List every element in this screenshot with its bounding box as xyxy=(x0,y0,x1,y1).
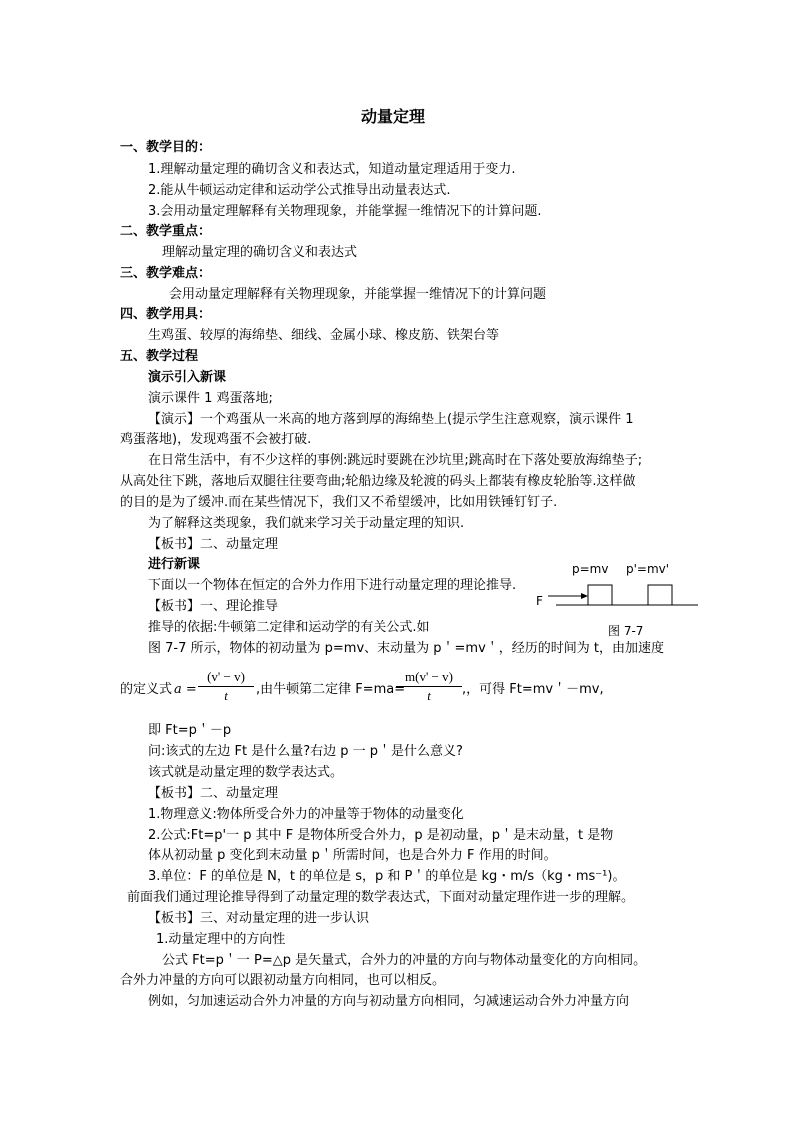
page-title: 动量定理 xyxy=(361,107,426,126)
force-arrow-head xyxy=(581,593,588,599)
explain-line: 为了解释这类现象，我们就来学习关于动量定理的知识. xyxy=(148,516,465,531)
figure-7-7 xyxy=(532,560,702,650)
newton-law-text: ,由牛顿第二定律 F=ma= xyxy=(256,682,406,697)
figure-reference-line: 图 7-7 所示，物体的初动量为 p=mv、末动量为 p＇=mv＇，经历的时间为 t，由加速度 xyxy=(148,641,664,656)
demo-line: 演示课件 1 鸡蛋落地; xyxy=(148,391,273,406)
demo-paragraph-line: 鸡蛋落地)，发现鸡蛋不会被打破. xyxy=(120,432,312,447)
derivation-basis: 推导的依据:牛顿第二定律和运动学的有关公式.如 xyxy=(148,620,430,635)
definition-prefix: 的定义式 xyxy=(120,682,173,697)
aim-item: 3.会用动量定理解释有关物理现象，并能掌握一维情况下的计算问题. xyxy=(148,204,542,219)
board-note: 【板书】三、对动量定理的进一步认识 xyxy=(148,911,370,926)
section-heading-process: 五、教学过程 xyxy=(120,349,199,364)
acceleration-symbol: a = xyxy=(174,682,197,697)
aim-item: 2.能从牛顿运动定律和运动学公式推导出动量表达式. xyxy=(148,183,451,198)
acceleration-fraction xyxy=(198,668,254,705)
board-note: 【板书】一、理论推导 xyxy=(148,599,279,614)
derivation-intro: 下面以一个物体在恒定的合外力作用下进行动量定理的理论推导. xyxy=(148,578,517,593)
focus-text: 理解动量定理的确切含义和表达式 xyxy=(162,245,358,260)
new-lesson-heading: 进行新课 xyxy=(148,557,201,572)
board-note: 【板书】二、动量定理 xyxy=(148,537,279,552)
formula-line: 2.公式:Ft=p'一 p 其中 F 是物体所受合外力，p 是初动量，p＇是末动量，t 是物 xyxy=(148,828,614,843)
unit-line: 3.单位：F 的单位是 N，t 的单位是 s，p 和 P＇的单位是 kg・m/s（kg・ms⁻¹)。 xyxy=(148,869,626,884)
block-initial xyxy=(588,585,612,605)
final-momentum-label: p'=mv' xyxy=(626,562,670,576)
question-line: 问:该式的左边 Ft 是什么量?右边 p 一 p＇是什么意义? xyxy=(148,744,463,759)
figure-caption: 图 7-7 xyxy=(608,624,644,638)
section-heading-tools: 四、教学用具： xyxy=(120,307,212,322)
block-final xyxy=(648,585,672,605)
result-formula: ,，可得 Ft=mv＇－mv, xyxy=(462,682,604,697)
math-expression-line: 该式就是动量定理的数学表达式。 xyxy=(148,765,344,780)
fraction-denominator: t xyxy=(224,688,228,703)
formula-line: 体从初动量 p 变化到末动量 p＇所需时间，也是合外力 F 作用的时间。 xyxy=(148,848,557,863)
section-heading-aims: 一、教学目的： xyxy=(120,140,212,155)
direction-paragraph-line: 公式 Ft=p＇一 P=△p 是矢量式，合外力的冲量的方向与物体动量变化的方向相同。 xyxy=(162,953,647,968)
daily-paragraph-line: 在日常生活中，有不少这样的事例:跳远时要跳在沙坑里;跳高时在下落处要放海绵垫子; xyxy=(148,453,643,468)
meaning-line: 1.物理意义:物体所受合外力的冲量等于物体的动量变化 xyxy=(148,807,464,822)
board-note: 【板书】二、动量定理 xyxy=(148,786,279,801)
result-line: 即 Ft=p＇－p xyxy=(148,723,232,738)
fraction-numerator: (v' − v) xyxy=(198,668,254,687)
difficulty-text: 会用动量定理解释有关物理现象，并能掌握一维情况下的计算问题 xyxy=(169,287,547,302)
direction-paragraph-line: 合外力冲量的方向可以跟初动量方向相同，也可以相反。 xyxy=(120,973,446,988)
force-fraction xyxy=(396,668,462,705)
initial-momentum-label: p=mv xyxy=(572,562,609,576)
daily-paragraph-line: 从高处往下跳，落地后双腿往往要弯曲;轮船边缘及轮渡的码头上都装有橡皮轮胎等.这样做 xyxy=(120,474,636,489)
demo-heading: 演示引入新课 xyxy=(148,370,227,385)
example-line: 例如，匀加速运动合外力冲量的方向与初动量方向相同，匀减速运动合外力冲量方向 xyxy=(148,994,630,1009)
section-heading-focus: 二、教学重点： xyxy=(120,224,212,239)
fraction-numerator: m(v' − v) xyxy=(396,668,462,687)
derived-line: 前面我们通过理论推导得到了动量定理的数学表达式，下面对动量定理作进一步的理解。 xyxy=(127,890,635,905)
tools-text: 生鸡蛋、较厚的海绵垫、细线、金属小球、橡皮筋、铁架台等 xyxy=(148,328,500,343)
direction-heading: 1.动量定理中的方向性 xyxy=(156,932,286,947)
fraction-denominator: t xyxy=(427,688,431,703)
force-label: F xyxy=(536,594,543,608)
aim-item: 1.理解动量定理的确切含义和表达式，知道动量定理适用于变力. xyxy=(148,162,516,177)
daily-paragraph-line: 的目的是为了缓冲.而在某些情况下，我们又不希望缓冲，比如用铁锤钉钉子. xyxy=(120,495,558,510)
section-heading-difficulty: 三、教学难点： xyxy=(120,266,212,281)
demo-paragraph-line: 【演示】一个鸡蛋从一米高的地方落到厚的海绵垫上(提示学生注意观察，演示课件 1 xyxy=(148,412,634,427)
